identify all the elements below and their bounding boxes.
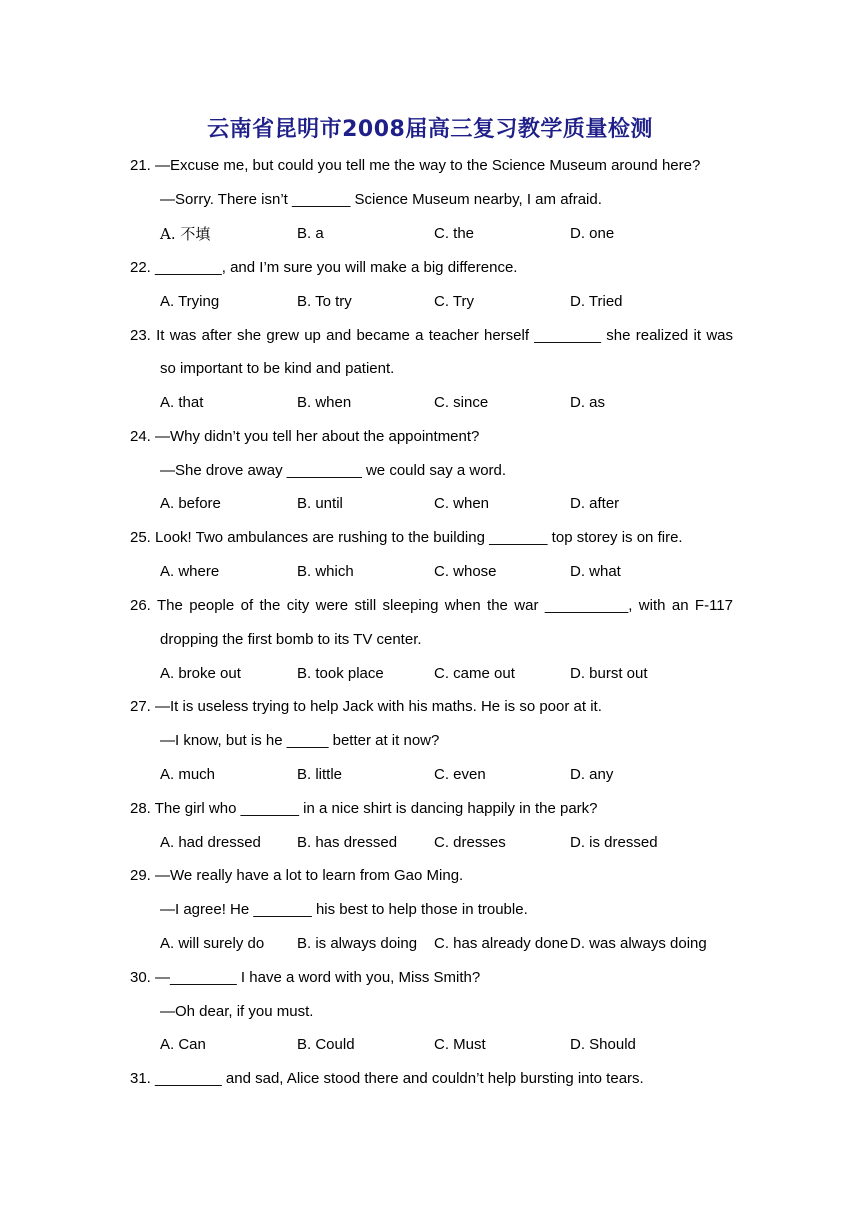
- option-c: C. dresses: [434, 834, 506, 851]
- option-a: A. will surely do: [160, 935, 265, 952]
- question-25-stem: 25. Look! Two ambulances are rushing to the building _______ top storey is on fire.: [130, 529, 683, 546]
- question-30-reply: —Oh dear, if you must.: [160, 1003, 314, 1020]
- question-28-stem: 28. The girl who _______ in a nice shirt is dancing happily in the park?: [130, 800, 598, 817]
- option-d: D. one: [570, 225, 615, 242]
- question-30-stem: 30. —________ I have a word with you, Miss Smith?: [130, 969, 481, 986]
- option-c: C. has already done: [434, 935, 569, 952]
- question-29-stem: 29. —We really have a lot to learn from Gao Ming.: [130, 867, 464, 884]
- option-b: B. little: [297, 766, 343, 783]
- option-a: A. had dressed: [160, 834, 261, 851]
- option-d: D. any: [570, 766, 614, 783]
- option-a: A. Can: [160, 1036, 206, 1053]
- option-b: B. when: [297, 394, 352, 411]
- option-b: B. has dressed: [297, 834, 398, 851]
- option-d: D. Tried: [570, 293, 623, 310]
- option-d: D. as: [570, 394, 606, 411]
- option-c: C. even: [434, 766, 486, 783]
- option-c: C. whose: [434, 563, 497, 580]
- question-26-stem-cont: dropping the first bomb to its TV center.: [160, 631, 422, 648]
- option-a: A. much: [160, 766, 216, 783]
- question-22-stem: 22. ________, and I’m sure you will make a big difference.: [130, 259, 518, 276]
- question-23-stem: 23. It was after she grew up and became a teacher herself ________ she realized it was: [130, 327, 733, 344]
- option-c: C. Must: [434, 1036, 486, 1053]
- option-c: C. when: [434, 495, 490, 512]
- option-a: A. where: [160, 563, 220, 580]
- option-b: B. To try: [297, 293, 352, 310]
- question-31-stem: 31. ________ and sad, Alice stood there and couldn’t help bursting into tears.: [130, 1070, 644, 1087]
- option-d: D. burst out: [570, 665, 648, 682]
- option-c: C. since: [434, 394, 489, 411]
- option-d: D. is dressed: [570, 834, 658, 851]
- option-d: D. was always doing: [570, 935, 707, 952]
- option-d: D. Should: [570, 1036, 636, 1053]
- question-27-reply: —I know, but is he _____ better at it now?: [160, 732, 440, 749]
- question-24-reply: —She drove away _________ we could say a word.: [160, 462, 507, 479]
- question-23-stem-cont: so important to be kind and patient.: [160, 360, 395, 377]
- option-c: C. came out: [434, 665, 515, 682]
- option-a: A. 不填: [160, 225, 211, 243]
- option-b: B. a: [297, 225, 324, 242]
- option-b: B. is always doing: [297, 935, 418, 952]
- option-a: A. that: [160, 394, 204, 411]
- option-b: B. which: [297, 563, 354, 580]
- question-29-reply: —I agree! He _______ his best to help those in trouble.: [160, 901, 528, 918]
- option-b: B. Could: [297, 1036, 355, 1053]
- page-title: 云南省昆明市2008届高三复习教学质量检测: [207, 117, 653, 142]
- option-a: A. before: [160, 495, 221, 512]
- question-21-stem: 21. —Excuse me, but could you tell me the way to the Science Museum around here?: [130, 157, 701, 174]
- option-d: D. what: [570, 563, 621, 580]
- option-c: C. Try: [434, 293, 474, 310]
- option-b: B. took place: [297, 665, 384, 682]
- question-21-reply: —Sorry. There isn’t _______ Science Museum nearby, I am afraid.: [160, 191, 602, 208]
- question-27-stem: 27. —It is useless trying to help Jack with his maths. He is so poor at it.: [130, 698, 602, 715]
- question-24-stem: 24. —Why didn’t you tell her about the appointment?: [130, 428, 480, 445]
- option-d: D. after: [570, 495, 620, 512]
- option-c: C. the: [434, 225, 475, 242]
- question-26-stem: 26. The people of the city were still sleeping when the war __________, with an F-117: [130, 597, 733, 614]
- option-b: B. until: [297, 495, 343, 512]
- option-a: A. broke out: [160, 665, 241, 682]
- option-a: A. Trying: [160, 293, 220, 310]
